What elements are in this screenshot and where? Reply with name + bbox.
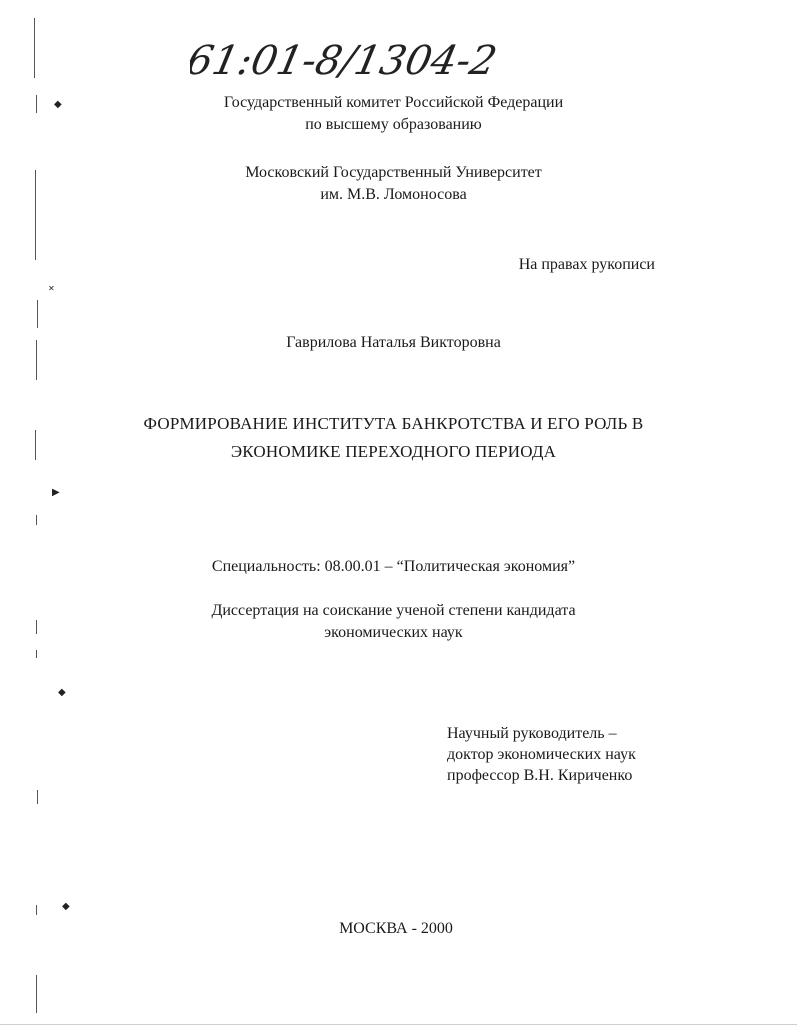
title-line-1: ФОРМИРОВАНИЕ ИНСТИТУТА БАНКРОТСТВА И ЕГО РОЛЬ В [143, 414, 644, 433]
manuscript-rights-note: На правах рукописи [518, 256, 655, 273]
title-line-2: ЭКОНОМИКЕ ПЕРЕХОДНОГО ПЕРИОДА [230, 442, 557, 461]
supervisor-degree: доктор экономических наук [447, 746, 636, 763]
degree-line-2: экономических наук [324, 624, 463, 641]
punch-mark: ◆ [62, 901, 70, 912]
issuing-authority [0, 92, 787, 136]
page-bottom-edge [0, 1024, 797, 1025]
committee-subline: по высшему образованию [305, 116, 482, 133]
dissertation-title [0, 410, 787, 466]
supervisor-role: Научный руководитель – [447, 725, 617, 742]
handwritten-archive-code [190, 30, 570, 90]
supervisor-name: профессор В.Н. Кириченко [447, 767, 633, 784]
university-name: Московский Государственный Университет [245, 164, 542, 181]
degree-statement [0, 600, 787, 644]
punch-mark: ✕ [48, 284, 55, 293]
university-namesake: им. М.В. Ломоносова [320, 186, 467, 203]
committee-line: Государственный комитет Российской Федерации [223, 94, 564, 111]
punch-mark: ▶ [52, 487, 60, 498]
handwritten-code-text: 61:01-8/1304-2 [190, 36, 502, 84]
university [0, 162, 787, 206]
specialty: Специальность: 08.00.01 – “Политическая экономия” [211, 558, 576, 575]
scientific-supervisor [447, 723, 636, 786]
punch-mark: ◆ [58, 687, 66, 698]
author-name: Гаврилова Наталья Викторовна [286, 334, 501, 351]
scan-binding-edge [0, 0, 70, 1028]
city-year: МОСКВА - 2000 [339, 920, 453, 937]
punch-mark: ◆ [54, 99, 62, 110]
degree-line-1: Диссертация на соискание ученой степени кандидата [211, 602, 576, 619]
